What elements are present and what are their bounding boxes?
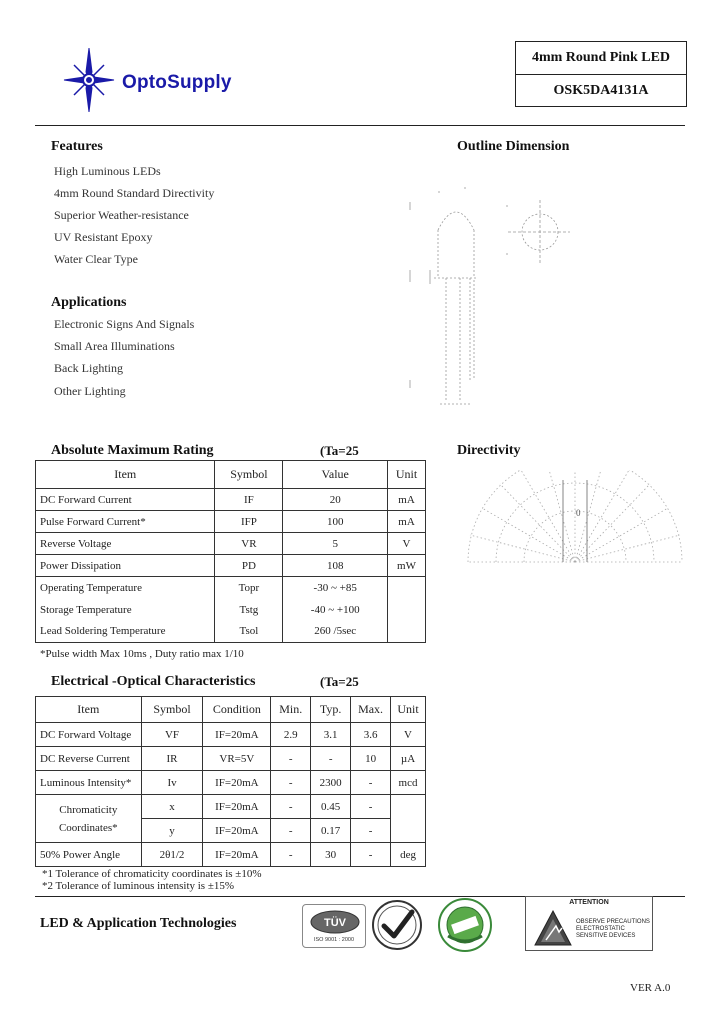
cell: V — [391, 723, 426, 747]
cell: 108 — [283, 555, 388, 577]
cell: Lead Soldering Temperature — [36, 621, 215, 643]
cell: - — [271, 795, 311, 819]
tuv-label: TÜV — [324, 917, 346, 929]
col-max: Max. — [351, 697, 391, 723]
company-name: LED & Application Technologies — [40, 916, 237, 931]
col-condition: Condition — [203, 697, 271, 723]
col-symbol: Symbol — [215, 461, 283, 489]
cell: µA — [391, 747, 426, 771]
directivity-label: 0 — [576, 508, 581, 518]
feature-item: 4mm Round Standard Directivity — [54, 186, 215, 200]
cell: mA — [388, 489, 426, 511]
cell: - — [271, 771, 311, 795]
cell: x — [141, 795, 203, 819]
cell: - — [351, 771, 391, 795]
title-box — [515, 41, 687, 107]
tuv-logo-icon — [309, 909, 361, 935]
table-row — [36, 621, 426, 643]
cell: IF=20mA — [203, 819, 271, 843]
cell: Pulse Forward Current* — [36, 511, 215, 533]
outline-heading: Outline Dimension — [457, 139, 570, 154]
feature-item: Water Clear Type — [54, 252, 138, 266]
chromaticity-label: Chromaticity — [59, 803, 118, 816]
cell-chromaticity — [36, 795, 142, 843]
feature-item: UV Resistant Epoxy — [54, 230, 153, 244]
eo-heading: Electrical -Optical Characteristics — [51, 674, 256, 689]
certified-check-icon — [370, 898, 424, 952]
cell: VR=5V — [203, 747, 271, 771]
coordinates-label: Coordinates* — [58, 821, 118, 834]
table-row — [36, 795, 426, 819]
cell: Operating Temperature — [36, 577, 215, 599]
cell: VR — [215, 533, 283, 555]
col-min: Min. — [271, 697, 311, 723]
part-number: OSK5DA4131A — [516, 74, 686, 106]
directivity-heading: Directivity — [457, 443, 521, 458]
esd-attention-box — [525, 896, 653, 951]
cell: PD — [215, 555, 283, 577]
cell: IFP — [215, 511, 283, 533]
feature-item: High Luminous LEDs — [54, 164, 161, 178]
table-row — [36, 599, 426, 621]
abs-max-heading: Absolute Maximum Rating — [51, 443, 214, 458]
cell: - — [351, 819, 391, 843]
col-item: Item — [36, 697, 142, 723]
cell: y — [141, 819, 203, 843]
attention-line: ELECTROSTATIC — [576, 926, 625, 932]
cell: Power Dissipation — [36, 555, 215, 577]
cell: DC Forward Current — [36, 489, 215, 511]
outline-drawing — [400, 180, 570, 410]
col-item: Item — [36, 461, 215, 489]
table-header — [36, 461, 426, 489]
cell: DC Reverse Current — [36, 747, 142, 771]
eo-table — [35, 696, 426, 867]
application-item: Other Lighting — [54, 384, 126, 398]
esd-warning-icon — [534, 910, 572, 946]
cell: IF=20mA — [203, 771, 271, 795]
abs-max-note: *Pulse width Max 10ms , Duty ratio max 1/10 — [40, 648, 244, 660]
col-unit: Unit — [391, 697, 426, 723]
abs-max-table — [35, 460, 426, 643]
table-row — [36, 723, 426, 747]
cell: 260 /5sec — [283, 621, 388, 643]
cell: 20 — [283, 489, 388, 511]
cell: IF=20mA — [203, 843, 271, 867]
cell: -40 ~ +100 — [283, 599, 388, 621]
product-title: 4mm Round Pink LED — [531, 50, 671, 65]
cell: 2.9 — [271, 723, 311, 747]
table-row — [36, 555, 426, 577]
attention-line: SENSITIVE DEVICES — [576, 933, 636, 939]
eo-note-1: *1 Tolerance of chromaticity coordinates is ±10% — [42, 868, 262, 880]
cell: 30 — [311, 843, 351, 867]
table-row — [36, 511, 426, 533]
table-row — [36, 771, 426, 795]
cell: 2θ1/2 — [141, 843, 203, 867]
cell — [388, 577, 426, 643]
cell: Tsol — [215, 621, 283, 643]
attention-lines — [576, 919, 650, 940]
table-row — [36, 747, 426, 771]
cell — [391, 795, 426, 843]
cell: - — [351, 795, 391, 819]
cell: IF — [215, 489, 283, 511]
cell: VF — [141, 723, 203, 747]
features-heading: Features — [51, 139, 103, 154]
cell: 5 — [283, 533, 388, 555]
cell: mA — [388, 511, 426, 533]
col-unit: Unit — [388, 461, 426, 489]
cell: Iv — [141, 771, 203, 795]
tuv-badge — [302, 904, 366, 948]
cell: 100 — [283, 511, 388, 533]
eo-note-2: *2 Tolerance of luminous intensity is ±15% — [42, 880, 235, 892]
cell: 50% Power Angle — [36, 843, 142, 867]
applications-heading: Applications — [51, 295, 127, 310]
cell: 2300 — [311, 771, 351, 795]
iso-label: ISO 9001 : 2000 — [313, 937, 355, 943]
application-item: Electronic Signs And Signals — [54, 317, 195, 331]
eo-condition: (Ta=25 — [320, 674, 359, 689]
cell: mcd — [391, 771, 426, 795]
cell: IF=20mA — [203, 795, 271, 819]
col-typ: Typ. — [311, 697, 351, 723]
table-row — [36, 577, 426, 599]
col-symbol: Symbol — [141, 697, 203, 723]
cell: Tstg — [215, 599, 283, 621]
abs-max-condition: (Ta=25 — [320, 443, 359, 458]
cell: Reverse Voltage — [36, 533, 215, 555]
table-row — [36, 533, 426, 555]
directivity-chart — [460, 470, 690, 580]
cell: V — [388, 533, 426, 555]
header-divider — [35, 125, 685, 126]
table-row — [36, 843, 426, 867]
cell: 3.1 — [311, 723, 351, 747]
cell: - — [271, 747, 311, 771]
application-item: Back Lighting — [54, 361, 123, 375]
table-row — [36, 489, 426, 511]
cell: Luminous Intensity* — [36, 771, 142, 795]
cell: deg — [391, 843, 426, 867]
table-header — [36, 697, 426, 723]
attention-line: OBSERVE PRECAUTIONS — [576, 919, 650, 925]
cell: 0.45 — [311, 795, 351, 819]
cell: Topr — [215, 577, 283, 599]
cell: - — [351, 843, 391, 867]
cell: - — [271, 819, 311, 843]
feature-item: Superior Weather-resistance — [54, 208, 189, 222]
cell: mW — [388, 555, 426, 577]
rohs-badge-icon — [434, 896, 496, 954]
cell: IR — [141, 747, 203, 771]
brand-name: OptoSupply — [122, 72, 232, 93]
application-item: Small Area Illuminations — [54, 339, 175, 353]
attention-title: ATTENTION — [569, 899, 609, 906]
cell: 3.6 — [351, 723, 391, 747]
cell: 10 — [351, 747, 391, 771]
version-label: VER A.0 — [630, 982, 671, 994]
cell: DC Forward Voltage — [36, 723, 142, 747]
cell: - — [311, 747, 351, 771]
cell: IF=20mA — [203, 723, 271, 747]
cell: - — [271, 843, 311, 867]
cell: -30 ~ +85 — [283, 577, 388, 599]
cell: 0.17 — [311, 819, 351, 843]
cell: Storage Temperature — [36, 599, 215, 621]
col-value: Value — [283, 461, 388, 489]
